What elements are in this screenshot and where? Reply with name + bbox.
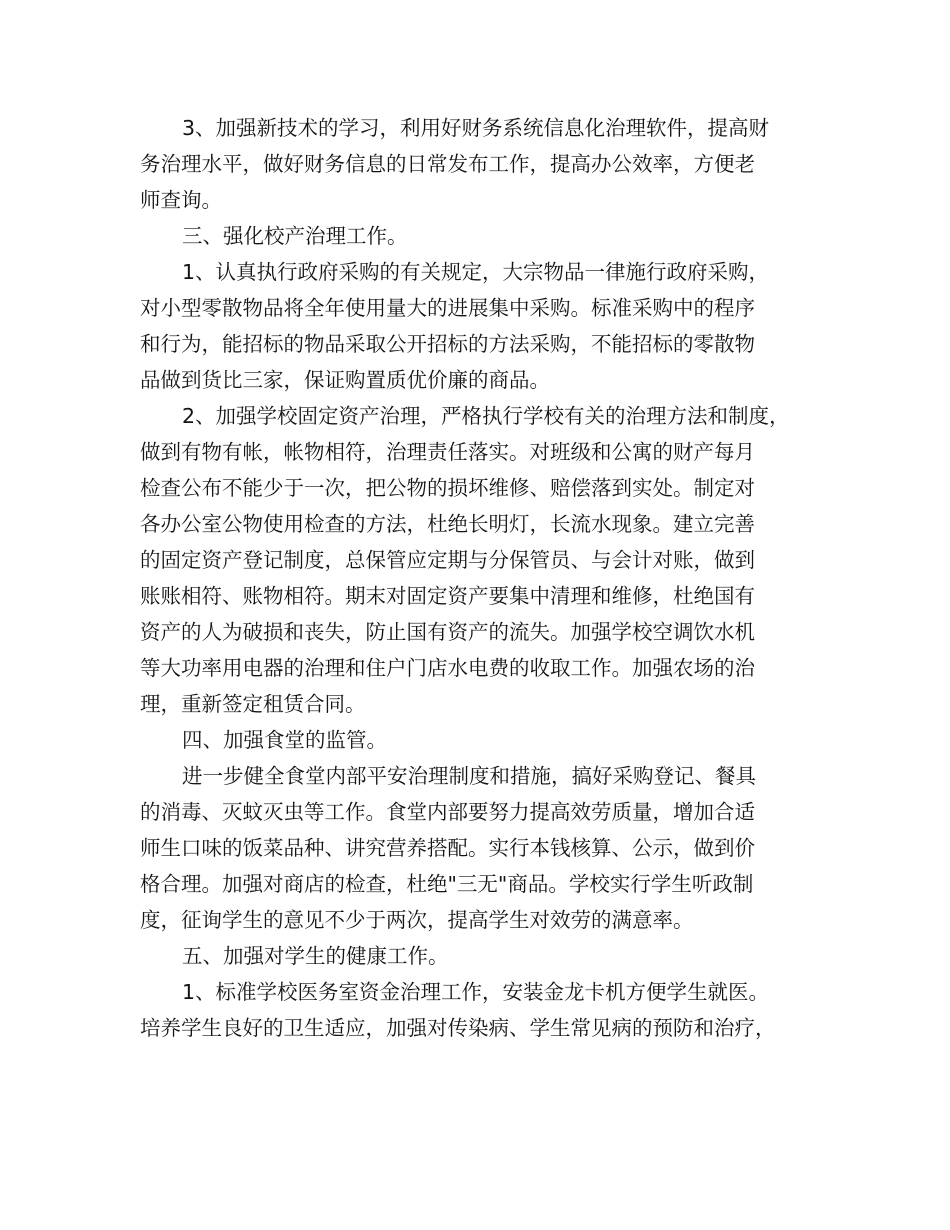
text-line: 的消毒、灭蚊灭虫等工作。食堂内部要努力提高效劳质量，增加合适 [140, 800, 755, 824]
text-line: 检查公布不能少于一次，把公物的损坏维修、赔偿落到实处。制定对 [140, 476, 755, 500]
text-line: 和行为，能招标的物品采取公开招标的方法采购，不能招标的零散物 [140, 332, 755, 356]
text-line: 进一步健全食堂内部平安治理制度和措施，搞好采购登记、餐具 [182, 764, 756, 788]
text-line: 师生口味的饭菜品种、讲究营养搭配。实行本钱核算、公示，做到价 [140, 836, 755, 860]
text-line: 账账相符、账物相符。期末对固定资产要集中清理和维修，杜绝国有 [140, 584, 755, 608]
text-line: 1、标准学校医务室资金治理工作，安装金龙卡机方便学生就医。 [182, 980, 770, 1004]
document-body [140, 110, 810, 1046]
text-line: 品做到货比三家，保证购置质优价廉的商品。 [140, 368, 550, 392]
text-line: 做到有物有帐，帐物相符，治理责任落实。对班级和公寓的财产每月 [140, 440, 755, 464]
text-line: 等大功率用电器的治理和住户门店水电费的收取工作。加强农场的治 [140, 656, 755, 680]
text-line: 培养学生良好的卫生适应，加强对传染病、学生常见病的预防和治疗， [140, 1016, 776, 1040]
text-line: 3、加强新技术的学习，利用好财务系统信息化治理软件，提高财 [182, 116, 770, 140]
text-line: 格合理。加强对商店的检查，杜绝"三无"商品。学校实行学生听政制 [140, 872, 754, 896]
text-line: 资产的人为破损和丧失，防止国有资产的流失。加强学校空调饮水机 [140, 620, 755, 644]
text-line: 务治理水平，做好财务信息的日常发布工作，提高办公效率，方便老 [140, 152, 755, 176]
text-line: 2、加强学校固定资产治理，严格执行学校有关的治理方法和制度， [182, 404, 790, 428]
text-line: 各办公室公物使用检查的方法，杜绝长明灯，长流水现象。建立完善 [140, 512, 755, 536]
section-heading: 五、加强对学生的健康工作。 [182, 944, 449, 968]
section-heading: 四、加强食堂的监管。 [182, 728, 387, 752]
text-line: 对小型零散物品将全年使用量大的进展集中采购。标准采购中的程序 [140, 296, 755, 320]
text-line: 度，征询学生的意见不少于两次，提高学生对效劳的满意率。 [140, 908, 694, 932]
section-heading: 三、强化校产治理工作。 [182, 224, 408, 248]
text-line: 的固定资产登记制度，总保管应定期与分保管员、与会计对账，做到 [140, 548, 755, 572]
text-line: 师查询。 [140, 188, 222, 212]
text-line: 理，重新签定租赁合同。 [140, 692, 366, 716]
text-line: 1、认真执行政府采购的有关规定，大宗物品一律施行政府采购， [182, 260, 770, 284]
